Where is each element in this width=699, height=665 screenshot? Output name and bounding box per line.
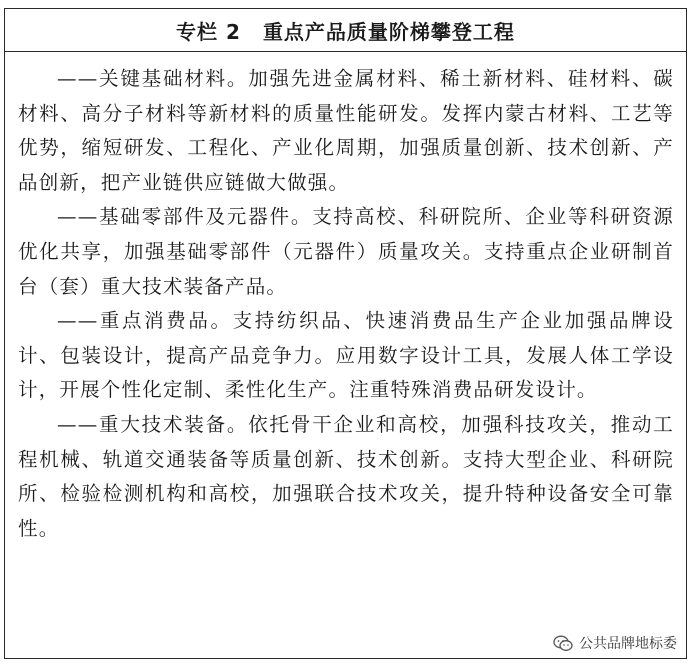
- watermark: [549, 631, 681, 655]
- wechat-icon: [553, 635, 573, 652]
- feature-box: [4, 8, 687, 659]
- paragraph-consumer-goods: ——重点消费品。支持纺织品、快速消费品生产企业加强品牌设计、包装设计，提高产品竞争力。应用数字设计工具，发展人体工学设计，开展个性化定制、柔性化生产。注重特殊消费品研发设计。: [18, 309, 674, 402]
- box-header: [5, 9, 686, 52]
- box-title: 重点产品质量阶梯攀登工程: [262, 19, 515, 44]
- watermark-text: 公共品牌地标委: [579, 636, 677, 652]
- paragraph-materials: ——关键基础材料。加强先进金属材料、稀土新材料、硅材料、碳材料、高分子材料等新材料的质量性能研发。发挥内蒙古材料、工艺等优势，缩短研发、工程化、产业化周期，加强质量创新、技术创新、产品创新，把产业链供应链做大做强。: [18, 67, 674, 194]
- paragraph-equipment: ——重大技术装备。依托骨干企业和高校，加强科技攻关，推动工程机械、轨道交通装备等质量创新、技术创新。支持大型企业、科研院所、检验检测机构和高校，加强联合技术攻关，提升特种设备安全可靠性。: [18, 412, 674, 540]
- paragraph-components: ——基础零部件及元器件。支持高校、科研院所、企业等科研资源优化共享，加强基础零部件（元器件）质量攻关。支持重点企业研制首台（套）重大技术装备产品。: [18, 205, 674, 298]
- box-body: [5, 52, 686, 546]
- box-label: 专栏 2: [176, 19, 241, 44]
